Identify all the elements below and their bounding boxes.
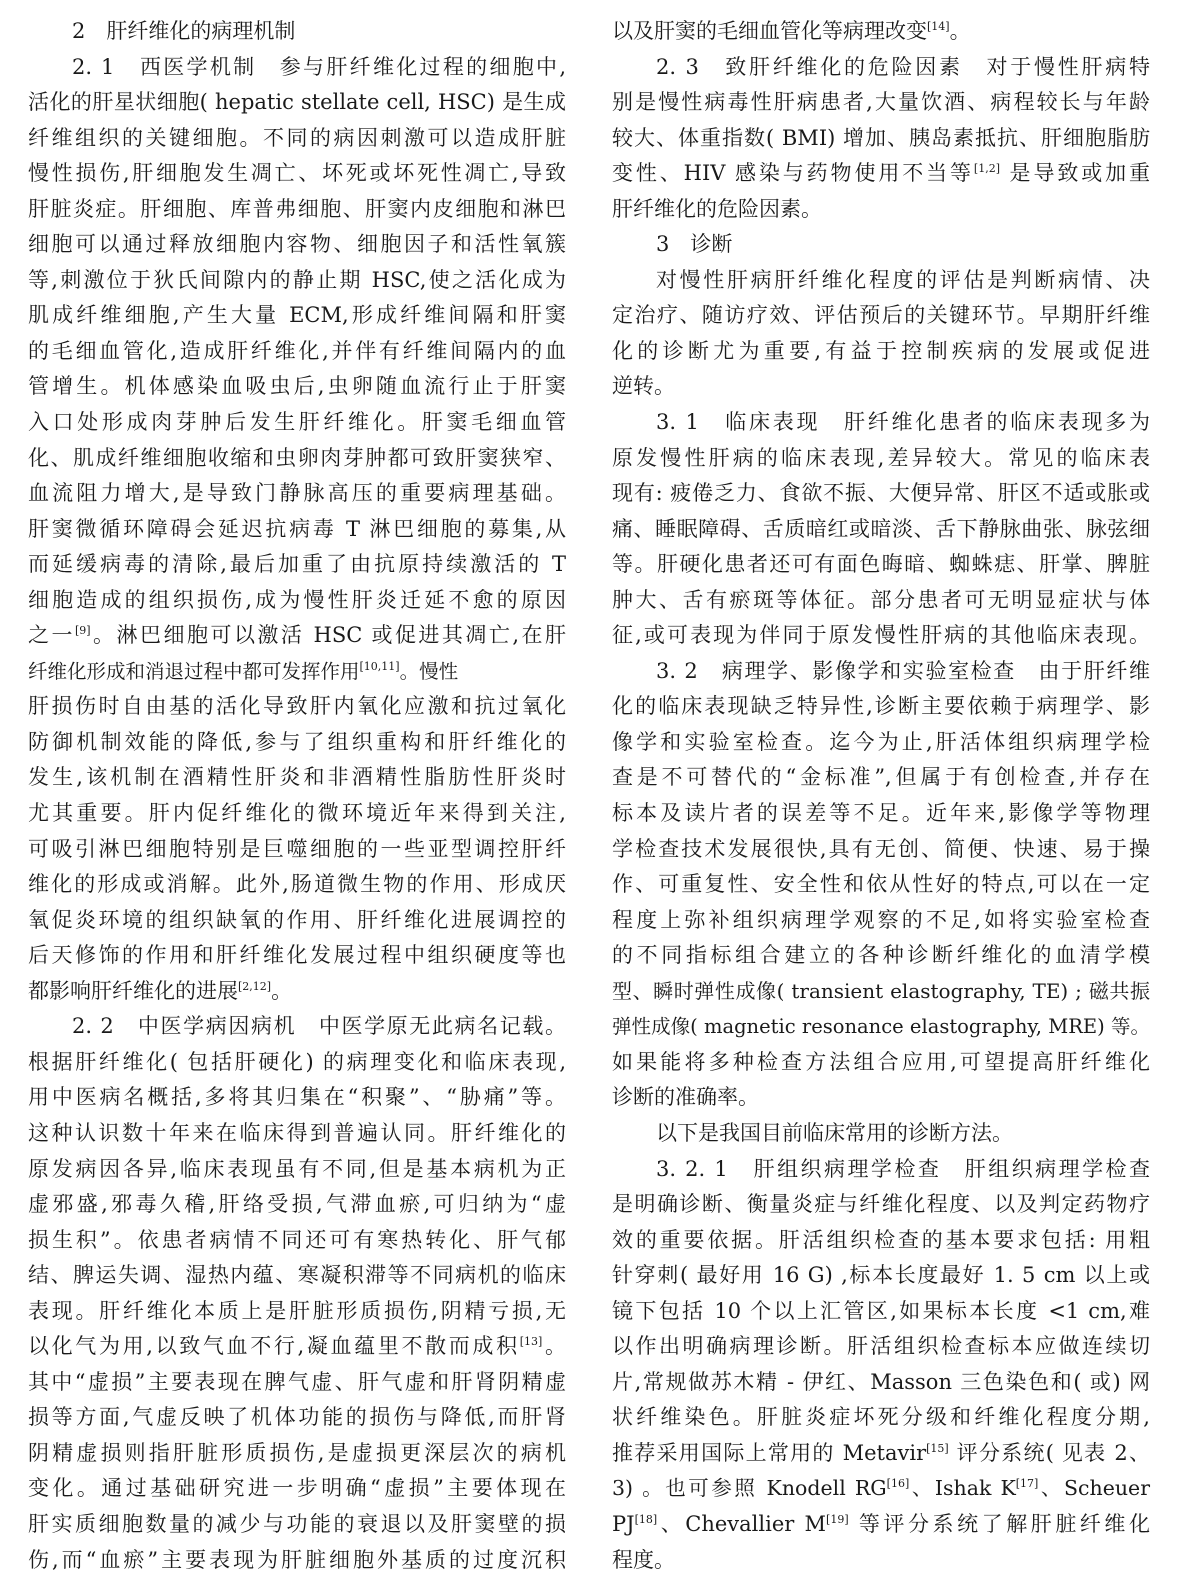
line-text: 用中医病名概括,多将其归集在“积聚”、“胁痛”等。: [28, 1085, 566, 1110]
line-text: 对慢性肝病肝纤维化程度的评估是判断病情、决: [656, 267, 1150, 292]
line-text: 3. 2. 1 肝组织病理学检查 肝组织病理学检查: [656, 1156, 1150, 1181]
section-heading-2: [28, 14, 566, 50]
subsection-3-2-1-heading: [612, 1152, 1150, 1188]
text-line: [28, 334, 566, 370]
line-text: 表现。肝纤维化本质上是肝脏形质损伤,阴精亏损,无: [28, 1298, 566, 1323]
line-text: 损生积”。依患者病情不同还可有寒热转化、肝气郁: [28, 1227, 566, 1252]
citation-ref: [14]: [927, 20, 950, 33]
text-line: [28, 583, 566, 619]
text-line: [28, 476, 566, 512]
line-text: 其中“虚损”主要表现在脾气虚、肝气虚和肝肾阴精虚: [28, 1369, 566, 1394]
subsection-3-2-heading: [612, 654, 1150, 690]
line-text: 后天修饰的作用和肝纤维化发展过程中组织硬度等也: [28, 943, 566, 968]
line-text: 针穿刺( 最好用 16 G) ,标本长度最好 1. 5 cm 以上或: [612, 1263, 1150, 1288]
text-line: [612, 1258, 1150, 1294]
text-line: [28, 1045, 566, 1081]
text-line: [612, 1329, 1150, 1365]
text-line: [28, 618, 566, 654]
line-text: 以下是我国目前临床常用的诊断方法。: [656, 1120, 1013, 1145]
text-line: [28, 1507, 566, 1543]
line-text: 等。肝硬化患者还可有面色晦暗、蜘蛛痣、肝掌、脾脏: [612, 552, 1150, 577]
line-text: 纤维化形成和消退过程中都可发挥作用: [28, 659, 360, 683]
text-line: [28, 1080, 566, 1116]
text-line: [28, 512, 566, 548]
line-text: 这种认识数十年来在临床得到普遍认同。肝纤维化的: [28, 1120, 566, 1145]
line-text: 之一: [28, 623, 75, 648]
line-text: 肌成纤维细胞,产生大量 ECM,形成纤维间隔和肝窦: [28, 303, 566, 328]
text-line: [28, 405, 566, 441]
text-line: [28, 689, 566, 725]
text-line: [612, 1400, 1150, 1436]
text-line: [612, 298, 1150, 334]
text-line: [612, 760, 1150, 796]
line-text: 标本及读片者的误差等不足。近年来,影像学等物理: [612, 801, 1150, 826]
text-line: [612, 618, 1150, 654]
text-line: [28, 938, 566, 974]
line-text: 以作出明确病理诊断。肝活组织检查标本应做连续切: [612, 1334, 1150, 1359]
line-text: 管增生。机体感染血吸虫后,虫卵随血流行止于肝窦: [28, 374, 566, 399]
right-column: [612, 14, 1150, 1578]
text-line: [612, 1009, 1150, 1045]
line-text: 维化的形成或消解。此外,肠道微生物的作用、形成厌: [28, 872, 566, 897]
line-text: 虚邪盛,邪毒久稽,肝络受损,气滞血瘀,可归纳为“虚: [28, 1192, 566, 1217]
line-text: 肝损伤时自由基的活化导致肝内氧化应激和抗过氧化: [28, 694, 566, 719]
line-text: 变性、HIV 感染与药物使用不当等: [612, 161, 974, 186]
line-text: PJ: [612, 1511, 635, 1536]
line-text: 阴精虚损则指肝脏形质损伤,是虚损更深层次的病机: [28, 1440, 566, 1465]
text-line: [28, 796, 566, 832]
line-text: 别是慢性病毒性肝病患者,大量饮酒、病程较长与年龄: [612, 90, 1150, 115]
text-line: [28, 1294, 566, 1330]
line-text: 慢性损伤,肝细胞发生凋亡、坏死或坏死性凋亡,导致: [28, 161, 566, 186]
line-text: 像学和实验室检查。迄今为止,肝活体组织病理学检: [612, 729, 1150, 754]
line-text-continued: 、Chevallier M: [657, 1511, 827, 1536]
line-text: 细胞可以通过释放细胞内容物、细胞因子和活性氧簇: [28, 232, 566, 257]
line-text: 损等方面,气虚反映了机体功能的损伤与降低,而肝肾: [28, 1405, 566, 1430]
text-line: [612, 263, 1150, 299]
line-text: 片,常规做苏木精 - 伊红、Masson 三色染色和( 或) 网: [612, 1369, 1150, 1394]
line-text: 较大、体重指数( BMI) 增加、胰岛素抵抗、肝细胞脂肪: [612, 125, 1150, 150]
line-text-continued: 。: [271, 978, 293, 1003]
text-line: [28, 1471, 566, 1507]
text-line: [28, 156, 566, 192]
text-line: [612, 725, 1150, 761]
line-text: 3. 2 病理学、影像学和实验室检查 由于肝纤维: [656, 658, 1150, 683]
line-text-continued: 。淋巴细胞可以激活 HSC 或促进其凋亡,在肝: [90, 623, 566, 648]
line-text: 诊断的准确率。: [612, 1085, 759, 1110]
line-text: 2. 2 中医学病因病机 中医学原无此病名记载。: [72, 1014, 566, 1039]
text-line: [612, 903, 1150, 939]
line-text-continued: 等评分系统了解肝脏纤维化: [848, 1511, 1150, 1536]
line-text: 原发病因各异,临床表现虽有不同,但是基本病机为正: [28, 1156, 566, 1181]
line-text: 程度。: [612, 1547, 675, 1572]
subsection-3-1-heading: [612, 405, 1150, 441]
line-text: 学检查技术发展很快,具有无创、简便、快速、易于操: [612, 836, 1150, 861]
line-text: 推荐采用国际上常用的 Metavir: [612, 1440, 927, 1465]
text-line: [612, 583, 1150, 619]
text-line: [28, 1116, 566, 1152]
line-text-continued: 是导致或加重: [999, 161, 1150, 186]
line-text: 3 诊断: [656, 232, 733, 257]
text-line: [28, 192, 566, 228]
text-line: [612, 796, 1150, 832]
citation-ref: [2,12]: [238, 979, 272, 993]
line-text: 而延缓病毒的清除,最后加重了由抗原持续激活的 T: [28, 552, 566, 577]
line-text: 尤其重要。肝内促纤维化的微环境近年来得到关注,: [28, 801, 566, 826]
line-text: 3. 1 临床表现 肝纤维化患者的临床表现多为: [656, 410, 1150, 435]
line-text: 2 肝纤维化的病理机制: [72, 19, 296, 43]
text-line: [28, 832, 566, 868]
citation-ref: [19]: [826, 1512, 849, 1526]
text-line: [28, 867, 566, 903]
text-line: [612, 192, 1150, 228]
text-line: [612, 974, 1150, 1010]
text-line: [612, 1507, 1150, 1543]
subsection-2-3-heading: [612, 50, 1150, 86]
text-line: [612, 512, 1150, 548]
line-text-continued: 。慢性: [399, 659, 459, 683]
section-heading-3: [612, 227, 1150, 263]
line-text: 都影响肝纤维化的进展: [28, 978, 238, 1003]
text-line: [612, 1294, 1150, 1330]
line-text: 2. 3 致肝纤维化的危险因素 对于慢性肝病特: [656, 54, 1150, 79]
text-line: [28, 85, 566, 121]
line-text: 肝实质细胞数量的减少与功能的衰退以及肝窦壁的损: [28, 1511, 566, 1536]
line-text: 程度上弥补组织病理学观察的不足,如将实验室检查: [612, 907, 1150, 932]
line-text: 氧促炎环境的组织缺氧的作用、肝纤维化进展调控的: [28, 907, 566, 932]
line-text: 变化。通过基础研究进一步明确“虚损”主要体现在: [28, 1476, 566, 1501]
text-line: [28, 1152, 566, 1188]
subsection-2-2-heading: [28, 1009, 566, 1045]
line-text: 定治疗、随访疗效、评估预后的关键环节。早期肝纤维: [612, 303, 1150, 328]
line-text-continued: 、Ishak K: [909, 1476, 1016, 1501]
text-line: [612, 369, 1150, 405]
text-line: [28, 298, 566, 334]
line-text: 现有: 疲倦乏力、食欲不振、大便异常、肝区不适或胀或: [612, 481, 1150, 506]
citation-ref: [17]: [1015, 1477, 1039, 1491]
line-text: 细胞造成的组织损伤,成为慢性肝炎迁延不愈的原因: [28, 587, 566, 612]
text-line: [612, 334, 1150, 370]
line-text-continued: 。: [949, 19, 971, 43]
line-text: 肝纤维化的危险因素。: [612, 196, 822, 221]
line-text: 如果能将多种检查方法组合应用,可望提高肝纤维化: [612, 1049, 1150, 1074]
line-text: 化的诊断尤为重要,有益于控制疾病的发展或促进: [612, 338, 1150, 363]
text-line: [612, 1223, 1150, 1259]
line-text: 3) 。也可参照 Knodell RG: [612, 1476, 887, 1501]
text-line: [612, 1187, 1150, 1223]
line-text: 纤维组织的关键细胞。不同的病因刺激可以造成肝脏: [28, 125, 566, 150]
line-text: 逆转。: [612, 374, 675, 399]
text-line: [612, 867, 1150, 903]
text-line: [612, 689, 1150, 725]
text-line: [28, 369, 566, 405]
citation-ref: [1,2]: [973, 162, 1000, 176]
text-line: [28, 1400, 566, 1436]
text-line: [612, 938, 1150, 974]
text-line: [28, 1187, 566, 1223]
text-line: [612, 547, 1150, 583]
line-text: 以及肝窦的毛细血管化等病理改变: [612, 19, 927, 43]
text-line: [28, 1223, 566, 1259]
text-line: [612, 1116, 1150, 1152]
line-text-continued: 、Scheuer: [1038, 1476, 1150, 1501]
line-text: 查是不可替代的“金标准”,但属于有创检查,并存在: [612, 765, 1150, 790]
line-text: 肿大、舌有瘀斑等体征。部分患者可无明显症状与体: [612, 587, 1150, 612]
text-line: [612, 85, 1150, 121]
line-text: 入口处形成肉芽肿后发生肝纤维化。肝窦毛细血管: [28, 410, 566, 435]
line-text: 镜下包括 10 个以上汇管区,如果标本长度 <1 cm,难: [612, 1298, 1150, 1323]
text-line: [28, 263, 566, 299]
line-text: 2. 1 西医学机制 参与肝纤维化过程的细胞中,: [72, 54, 566, 79]
line-text: 化的临床表现缺乏特异性,诊断主要依赖于病理学、影: [612, 694, 1150, 719]
line-text: 活化的肝星状细胞( hepatic stellate cell, HSC) 是生成: [28, 90, 566, 115]
line-text-continued: 。: [542, 1334, 566, 1359]
text-line: [28, 725, 566, 761]
text-line: [28, 1436, 566, 1472]
line-text: 根据肝纤维化( 包括肝硬化) 的病理变化和临床表现,: [28, 1049, 566, 1074]
text-line: [612, 441, 1150, 477]
line-text: 等,刺激位于狄氏间隙内的静止期 HSC,使之活化成为: [28, 267, 566, 292]
line-text: 作、可重复性、安全性和依从性好的特点,可以在一定: [612, 872, 1150, 897]
text-line: [612, 1436, 1150, 1472]
text-line: [28, 121, 566, 157]
citation-ref: [9]: [74, 624, 91, 638]
text-line: [28, 1543, 566, 1578]
text-line: [28, 441, 566, 477]
line-text: 血流阻力增大,是导致门静脉高压的重要病理基础。: [28, 481, 566, 506]
text-line: [612, 121, 1150, 157]
citation-ref: [18]: [634, 1512, 658, 1526]
line-text-continued: 评分系统( 见表 2、: [948, 1440, 1150, 1465]
line-text: 型、瞬时弹性成像( transient elastography, TE) ; 磁共振: [612, 978, 1150, 1003]
text-line: [28, 654, 566, 690]
text-line: [612, 14, 1150, 50]
text-line: [28, 1329, 566, 1365]
line-text: 化、肌成纤维细胞收缩和虫卵肉芽肿都可致肝窦狭窄、: [28, 445, 566, 470]
text-line: [612, 476, 1150, 512]
line-text: 的不同指标组合建立的各种诊断纤维化的血清学模: [612, 943, 1150, 968]
text-line: [612, 832, 1150, 868]
text-line: [28, 903, 566, 939]
line-text: 以化气为用,以致气血不行,凝血蕴里不散而成积: [28, 1334, 520, 1359]
line-text: 的毛细血管化,造成肝纤维化,并伴有纤维间隔内的血: [28, 338, 566, 363]
subsection-2-1-heading: [28, 50, 566, 86]
text-line: [28, 974, 566, 1010]
text-line: [612, 1471, 1150, 1507]
text-line: [612, 1543, 1150, 1578]
citation-ref: [10,11]: [359, 659, 400, 673]
citation-ref: [13]: [519, 1335, 543, 1349]
line-text: 征,或可表现为伴同于原发慢性肝病的其他临床表现。: [612, 623, 1150, 648]
line-text: 肝脏炎症。肝细胞、库普弗细胞、肝窦内皮细胞和淋巴: [28, 196, 566, 221]
line-text: 肝窦微循环障碍会延迟抗病毒 T 淋巴细胞的募集,从: [28, 516, 566, 541]
text-line: [612, 1080, 1150, 1116]
text-line: [28, 547, 566, 583]
line-text: 发生,该机制在酒精性肝炎和非酒精性脂肪性肝炎时: [28, 765, 566, 790]
line-text: 伤,而“血瘀”主要表现为肝脏细胞外基质的过度沉积: [28, 1547, 566, 1572]
line-text: 状纤维染色。肝脏炎症坏死分级和纤维化程度分期,: [612, 1405, 1150, 1430]
line-text: 可吸引淋巴细胞特别是巨噬细胞的一些亚型调控肝纤: [28, 836, 566, 861]
text-line: [28, 760, 566, 796]
left-column: [28, 14, 566, 1578]
text-line: [612, 1365, 1150, 1401]
text-line: [28, 1258, 566, 1294]
citation-ref: [16]: [886, 1477, 910, 1491]
text-line: [612, 156, 1150, 192]
line-text: 是明确诊断、衡量炎症与纤维化程度、以及判定药物疗: [612, 1192, 1150, 1217]
line-text: 结、脾运失调、湿热内蕴、寒凝积滞等不同病机的临床: [28, 1263, 566, 1288]
text-line: [28, 1365, 566, 1401]
line-text: 痛、睡眠障碍、舌质暗红或暗淡、舌下静脉曲张、脉弦细: [612, 516, 1150, 541]
line-text: 原发慢性肝病的临床表现,差异较大。常见的临床表: [612, 445, 1150, 470]
line-text: 效的重要依据。肝活组织检查的基本要求包括: 用粗: [612, 1227, 1150, 1252]
text-line: [612, 1045, 1150, 1081]
line-text: 防御机制效能的降低,参与了组织重构和肝纤维化的: [28, 729, 566, 754]
line-text: 弹性成像( magnetic resonance elastography, MRE) 等。: [612, 1015, 1150, 1039]
text-line: [28, 227, 566, 263]
citation-ref: [15]: [926, 1441, 949, 1455]
